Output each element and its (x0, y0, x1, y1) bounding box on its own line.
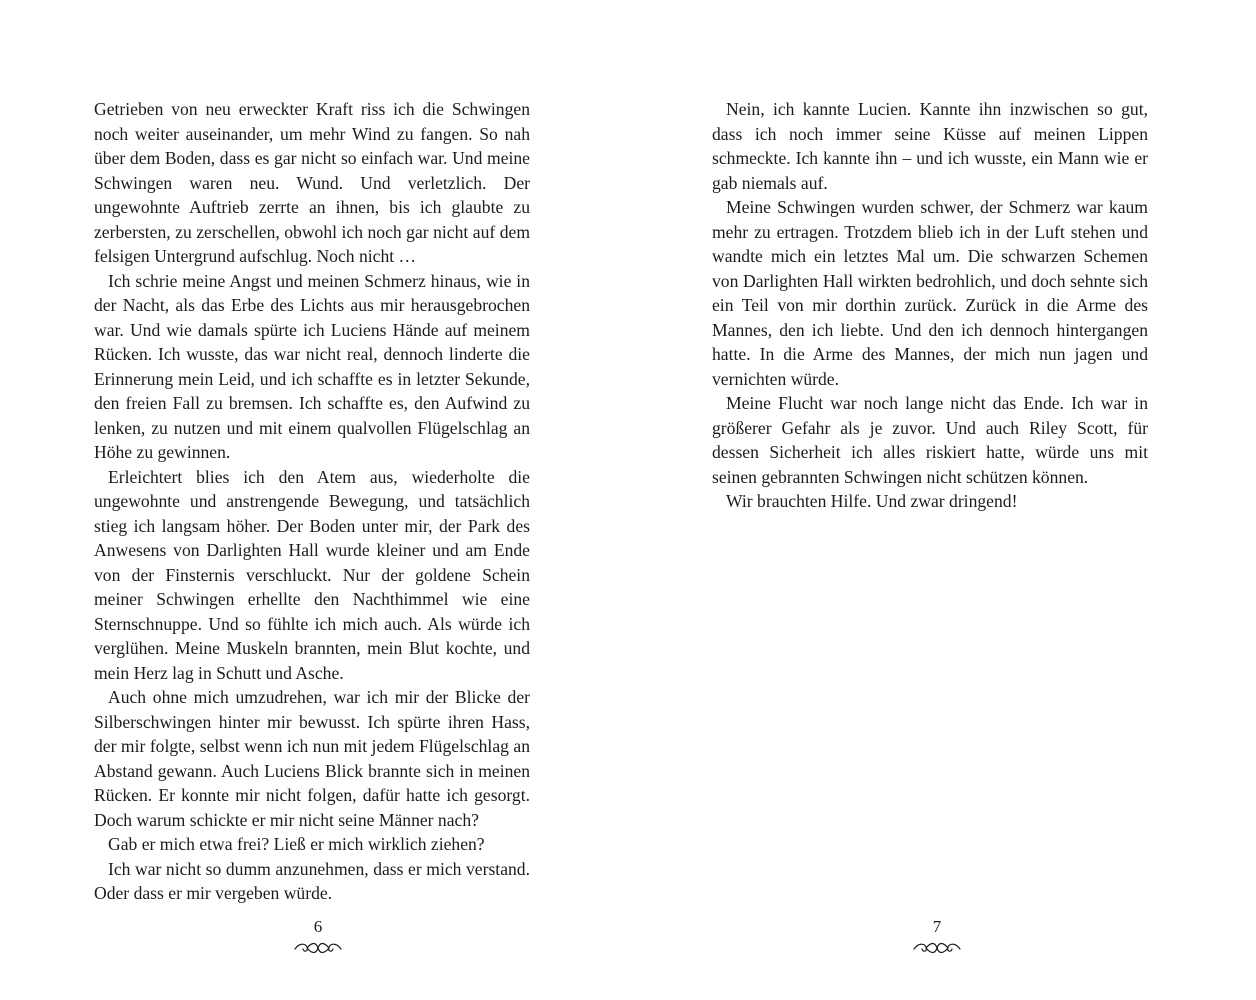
paragraph: Meine Flucht war noch lange nicht das Ende. Ich war in größerer Gefahr als je zuvor. Und auch Riley Scott, für dessen Sicherheit ich alles riskiert hatte, würde uns mit seinen gebrannten Schwingen nicht schützen können. (712, 393, 1148, 487)
flourish-ornament-icon (912, 940, 962, 956)
paragraph: Meine Schwingen wurden schwer, der Schmerz war kaum mehr zu ertragen. Trotzdem blieb ich in der Luft stehen und wandte mich ein letztes Mal um. Die schwarzen Schemen von Darlighten Hall wirkten bedrohlich, und doch sehnte sich ein Teil von mir dorthin zurück. Zurück in die Arme des Mannes, den ich liebte. Und den ich dennoch hintergangen hatte. In die Arme des Mannes, der mich nun jagen und vernichten würde. (712, 197, 1148, 389)
page-number: 7 (932, 917, 942, 936)
paragraph: Nein, ich kannte Lucien. Kannte ihn inzwischen so gut, dass ich noch immer seine Küsse auf meinen Lippen schmeckte. Ich kannte ihn – und ich wusste, ein Mann wie er gab niemals auf. (712, 99, 1148, 193)
page-number-footer (897, 916, 977, 956)
paragraph: Ich schrie meine Angst und meinen Schmerz hinaus, wie in der Nacht, als das Erbe des Lichts aus mir herausgebrochen war. Und wie damals spürte ich Luciens Hände auf meinem Rücken. Ich wusste, das war nicht real, dennoch linderte die Erinnerung mein Leid, und ich schaffte es in letzter Sekunde, den freien Fall zu bremsen. Ich schaffte es, den Aufwind zu lenken, zu nutzen und mit einem qualvollen Flügelschlag an Höhe zu gewinnen. (94, 270, 530, 462)
paragraph: Auch ohne mich umzudrehen, war ich mir der Blicke der Silberschwingen hinter mir bewusst. Ich spürte ihren Hass, der mir folgte, selbst wenn ich nun mit jedem Flügelschlag an Abstand gewann. Auch Luciens Blick brannte sich in meinen Rücken. Er konnte mir nicht folgen, dafür hatte ich gesorgt. Doch warum schickte er mir nicht seine Männer nach? (94, 687, 530, 830)
page-number-footer (278, 916, 358, 956)
paragraph: Gab er mich etwa frei? Ließ er mich wirklich ziehen? (108, 834, 485, 854)
page-number: 6 (313, 917, 323, 936)
paragraph: Wir brauchten Hilfe. Und zwar dringend! (726, 491, 1018, 511)
flourish-ornament-icon (293, 940, 343, 956)
right-page (628, 0, 1256, 1000)
paragraph: Ich war nicht so dumm anzunehmen, dass er mich verstand. Oder dass er mir vergeben würde. (94, 858, 530, 903)
paragraph: Erleichtert blies ich den Atem aus, wiederholte die ungewohnte und anstrengende Bewegung, und tatsächlich stieg ich langsam höher. Der Boden unter mir, der Park des Anwesens von Darlighten Hall wurde kleiner und am Ende von der Finsternis verschluckt. Nur der goldene Schein meiner Schwingen erhellte den Nachthimmel wie eine Sternschnuppe. Und so fühlte ich mich auch. Als würde ich verglühen. Meine Muskeln brannten, mein Blut kochte, und mein Herz lag in Schutt und Asche. (94, 466, 530, 683)
paragraph: Getrieben von neu erweckter Kraft riss ich die Schwingen noch weiter auseinander, um mehr Wind zu fangen. So nah über dem Boden, dass es gar nicht so einfach war. Und meine Schwingen waren neu. Wund. Und verletzlich. Der ungewohnte Auftrieb zerrte an ihnen, bis ich glaubte zu zerbersten, zu zerschellen, obwohl ich noch gar nicht auf dem felsigen Untergrund aufschlug. Noch nicht … (94, 99, 530, 266)
left-page-text (94, 97, 530, 906)
right-page-text (712, 97, 1148, 514)
